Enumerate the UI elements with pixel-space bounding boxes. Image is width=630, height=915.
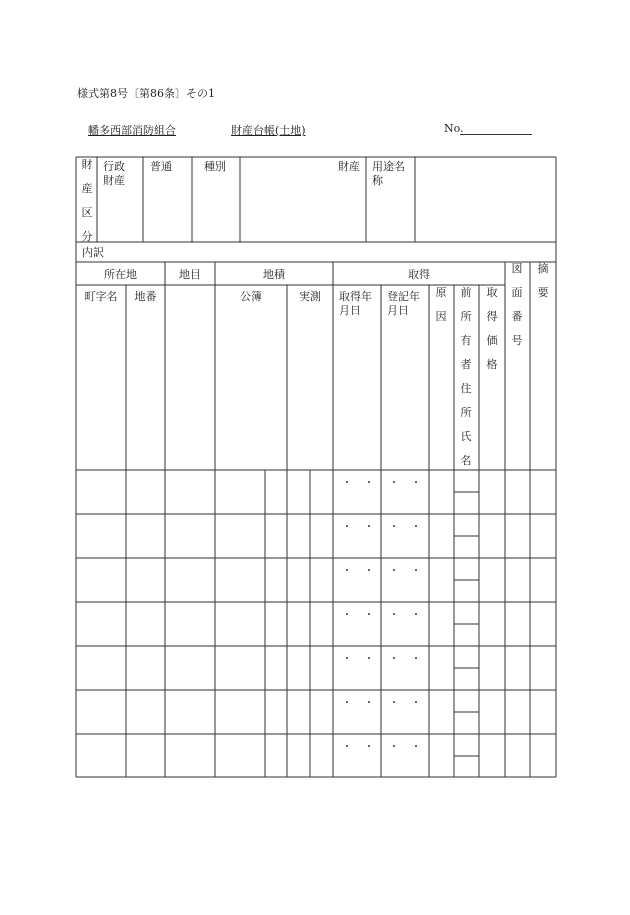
date-mark: ・ xyxy=(364,522,374,533)
location-header: 所在地 xyxy=(104,268,137,281)
date-mark: ・ xyxy=(342,522,352,533)
area-header: 地積 xyxy=(263,268,285,281)
number-label: No. xyxy=(444,122,464,135)
date-mark: ・ xyxy=(364,566,374,577)
admin-property-label: 行政 財産 xyxy=(103,160,125,187)
date-mark: ・ xyxy=(364,478,374,489)
details-label: 内訳 xyxy=(82,246,104,259)
acquisition-header: 取得 xyxy=(408,268,430,281)
date-mark: ・ xyxy=(411,610,421,621)
date-mark: ・ xyxy=(342,742,352,753)
date-mark: ・ xyxy=(364,610,374,621)
date-mark: ・ xyxy=(364,742,374,753)
registry-area-header: 公簿 xyxy=(240,290,262,303)
type-label: 種別 xyxy=(204,160,226,173)
land-category-header: 地目 xyxy=(179,268,201,281)
lot-number-header: 地番 xyxy=(134,290,157,303)
date-mark: ・ xyxy=(342,478,352,489)
form-number: 様式第8号〔第86条〕その1 xyxy=(77,87,215,100)
document-title: 財産台帳(土地) xyxy=(231,124,306,137)
map-number-header: 図 面 番 号 xyxy=(511,262,523,347)
cause-header: 原 因 xyxy=(435,286,447,323)
date-mark: ・ xyxy=(389,566,399,577)
acquisition-price-header: 取 得 価 格 xyxy=(486,286,498,371)
registration-date-header: 登記年 月日 xyxy=(387,290,420,317)
date-mark: ・ xyxy=(364,698,374,709)
town-name-header: 町字名 xyxy=(84,290,118,303)
date-mark: ・ xyxy=(389,654,399,665)
date-mark: ・ xyxy=(342,566,352,577)
date-mark: ・ xyxy=(411,522,421,533)
date-mark: ・ xyxy=(364,654,374,665)
date-mark: ・ xyxy=(342,698,352,709)
remarks-header: 摘 要 xyxy=(537,262,549,299)
date-mark: ・ xyxy=(389,522,399,533)
ordinary-property-label: 普通 xyxy=(150,160,172,173)
date-mark: ・ xyxy=(389,698,399,709)
date-mark: ・ xyxy=(342,610,352,621)
date-mark: ・ xyxy=(342,654,352,665)
property-category-label: 財 産 区 分 xyxy=(81,158,93,243)
date-mark: ・ xyxy=(411,566,421,577)
date-mark: ・ xyxy=(411,654,421,665)
date-mark: ・ xyxy=(411,742,421,753)
acquisition-date-header: 取得年 月日 xyxy=(339,290,372,317)
property-label: 財産 xyxy=(338,160,360,173)
survey-area-header: 実測 xyxy=(299,290,321,303)
date-mark: ・ xyxy=(389,610,399,621)
previous-owner-header: 前 所 有 者 住 所 氏 名 xyxy=(460,286,472,467)
organization-name: 幡多西部消防組合 xyxy=(88,124,176,137)
use-name-label: 用途名 称 xyxy=(372,160,405,187)
date-mark: ・ xyxy=(389,478,399,489)
number-field-line xyxy=(460,134,532,135)
date-mark: ・ xyxy=(389,742,399,753)
date-mark: ・ xyxy=(411,478,421,489)
date-mark: ・ xyxy=(411,698,421,709)
